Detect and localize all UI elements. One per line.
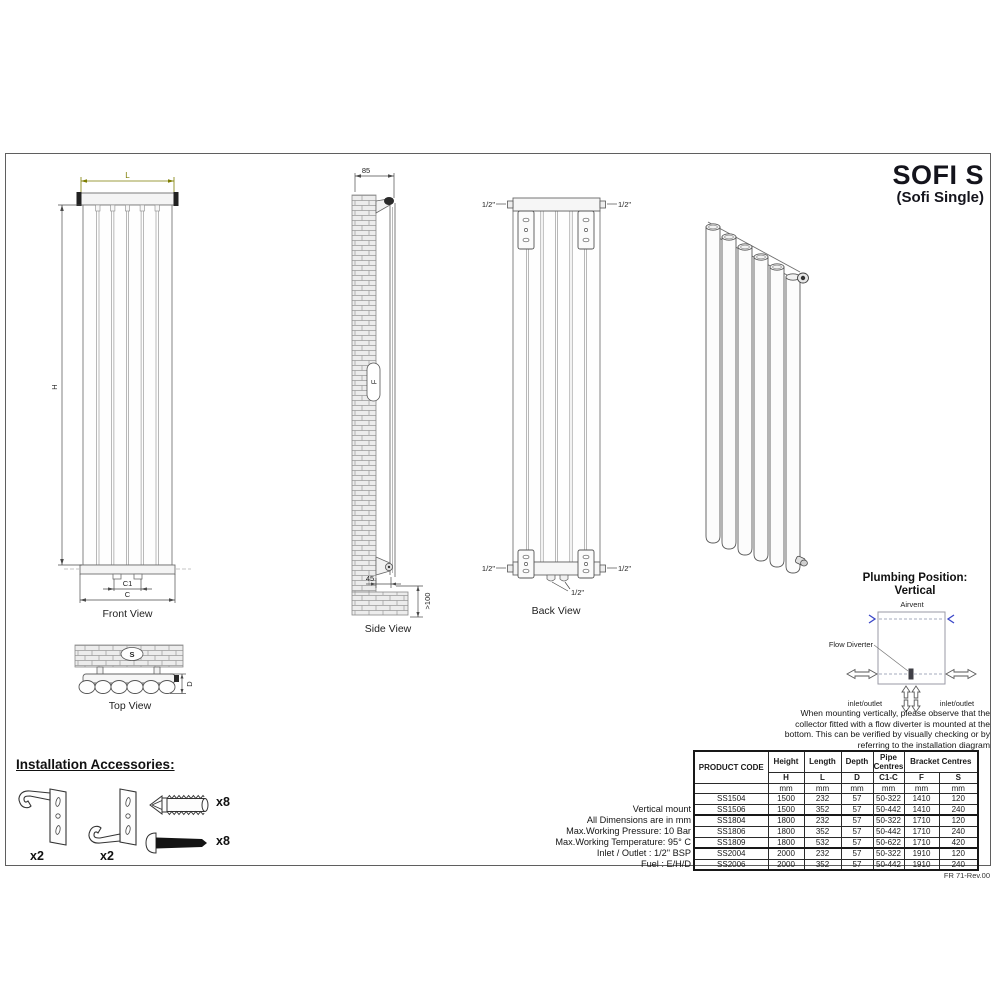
cell: 50-442: [873, 826, 904, 837]
svg-text:1/2": 1/2": [481, 200, 495, 209]
spec-line: Max.Working Pressure: 10 Bar: [566, 826, 691, 837]
cell: 50-322: [873, 815, 904, 826]
cell: 232: [804, 793, 841, 804]
wall-plug-icon: [148, 789, 212, 821]
col-depth: Depth: [841, 751, 873, 772]
cell: 1800: [768, 837, 804, 848]
cell: 240: [939, 859, 978, 870]
table-row: [694, 859, 978, 870]
cell: 50-442: [873, 859, 904, 870]
cell: 1910: [904, 859, 939, 870]
svg-text:H: H: [50, 384, 59, 390]
top-view-drawing: [60, 640, 245, 720]
front-view-dim-L: [81, 171, 174, 192]
unit: mm: [904, 783, 939, 793]
unit: mm: [841, 783, 873, 793]
svg-text:>100: >100: [423, 592, 432, 610]
svg-text:L: L: [125, 171, 130, 180]
cell: 420: [939, 837, 978, 848]
table-row: [694, 793, 978, 804]
cell: 1710: [904, 815, 939, 826]
flow-diverter-group: [829, 640, 944, 680]
svg-text:C: C: [124, 590, 131, 599]
side-view-label: Side View: [364, 623, 412, 635]
airvent-label: Airvent: [900, 600, 924, 609]
svg-text:C1: C1: [122, 579, 133, 588]
unit: mm: [939, 783, 978, 793]
cell: SS1504: [694, 793, 768, 804]
sub-h: H: [768, 772, 804, 783]
cell: 50-322: [873, 848, 904, 859]
cell: 2000: [768, 848, 804, 859]
cell: 57: [841, 837, 873, 848]
bracket-icon-1: [14, 785, 72, 849]
svg-text:1/2": 1/2": [618, 564, 632, 573]
cell: 352: [804, 804, 841, 815]
unit: mm: [873, 783, 904, 793]
cell: SS1806: [694, 826, 768, 837]
top-view-dim-S: [121, 648, 143, 661]
cell: 50-322: [873, 793, 904, 804]
title-block: [892, 162, 984, 205]
cell: 120: [939, 793, 978, 804]
cell: 57: [841, 815, 873, 826]
cell: 120: [939, 848, 978, 859]
up-arrow-1: [902, 686, 910, 698]
cell: 1500: [768, 804, 804, 815]
unit: mm: [768, 783, 804, 793]
table-row: [694, 848, 978, 859]
spec-notes: [461, 804, 691, 870]
cell: 1710: [904, 837, 939, 848]
cell: 352: [804, 859, 841, 870]
top-view-label: Top View: [108, 700, 152, 712]
cell: 120: [939, 815, 978, 826]
top-view-radiator: [79, 667, 179, 694]
airvent-arrow-left: [869, 615, 875, 623]
sub-f: F: [904, 772, 939, 783]
inlet-outlet-left-label: inlet/outlet: [847, 699, 883, 708]
svg-text:85: 85: [361, 166, 371, 175]
page-title: SOFI S: [892, 160, 984, 190]
bracket1-qty: x2: [30, 849, 44, 863]
col-pipe-centres: Pipe Centres: [873, 752, 904, 771]
unit: mm: [804, 783, 841, 793]
table-units-row: [694, 783, 978, 793]
left-flow-arrow: [847, 670, 877, 679]
perspective-collector-end: [798, 273, 809, 283]
spec-line: All Dimensions are in mm: [586, 815, 691, 826]
cell: 57: [841, 804, 873, 815]
cell: 1410: [904, 804, 939, 815]
up-arrow-2: [912, 686, 920, 698]
cell: 1800: [768, 826, 804, 837]
svg-text:F: F: [369, 379, 379, 385]
cell: SS2004: [694, 848, 768, 859]
cell: 240: [939, 826, 978, 837]
cell: SS2006: [694, 859, 768, 870]
cell: 50-622: [873, 837, 904, 848]
plumbing-note: When mounting vertically, please observe that the collector fitted with a flow diverter is mounted at the bottom. This can be verified by visually checking or by referring to the installation diagram: [784, 708, 990, 750]
side-view-wall: [352, 195, 408, 615]
inlet-outlet-right-label: inlet/outlet: [939, 699, 975, 708]
side-view-dim-85: [355, 166, 394, 198]
front-view-radiator: [64, 192, 191, 579]
cell: 2000: [768, 859, 804, 870]
cell: 240: [939, 804, 978, 815]
bracket2-qty: x2: [100, 849, 114, 863]
plumbing-title-line1: Plumbing Position:: [862, 572, 968, 584]
sub-d: D: [841, 772, 873, 783]
airvent-arrow-right: [948, 615, 954, 623]
cell: 1500: [768, 793, 804, 804]
table-row: [694, 815, 978, 826]
svg-text:1/2": 1/2": [571, 588, 585, 597]
side-view-drawing: [330, 165, 470, 645]
spec-line: Fuel : E/H/D: [640, 859, 691, 870]
unit-empty: [694, 783, 768, 793]
spec-line: Vertical mount: [632, 804, 691, 814]
cell: 532: [804, 837, 841, 848]
col-bracket-centres: Bracket Centres: [904, 751, 978, 772]
airvent-dashed-line: [869, 615, 954, 623]
back-view-radiator: [508, 198, 606, 581]
cell: SS1506: [694, 804, 768, 815]
screw-icon: [144, 831, 212, 855]
cell: 57: [841, 826, 873, 837]
table-row: [694, 826, 978, 837]
col-height: Height: [768, 751, 804, 772]
spec-line: Inlet / Outlet : 1/2" BSP: [596, 848, 691, 859]
svg-text:S: S: [129, 649, 135, 659]
cell: SS1804: [694, 815, 768, 826]
back-view-label: Back View: [531, 605, 581, 617]
svg-text:1/2": 1/2": [481, 564, 495, 573]
table-header-row: [694, 751, 978, 772]
plumbing-diagram: [828, 598, 995, 716]
document-reference: FR 71-Rev.00: [943, 871, 990, 880]
sub-s: S: [939, 772, 978, 783]
cell: 1710: [904, 826, 939, 837]
accessories-title: Installation Accessories:: [16, 757, 175, 772]
cell: 1410: [904, 793, 939, 804]
screw-qty: x8: [216, 834, 230, 848]
flow-diverter-marker: [909, 669, 914, 680]
product-spec-table: [693, 750, 979, 871]
front-view-drawing: [40, 165, 225, 630]
cell: 57: [841, 793, 873, 804]
flow-diverter-label: Flow Diverter: [828, 640, 873, 649]
col-length: Length: [804, 751, 841, 772]
cell: 1910: [904, 848, 939, 859]
plumbing-title: [835, 572, 995, 598]
svg-text:D: D: [185, 681, 194, 687]
right-flow-arrow: [946, 670, 976, 679]
bracket-icon-2: [84, 785, 142, 849]
cell: 232: [804, 815, 841, 826]
page-subtitle: (Sofi Single): [896, 188, 984, 206]
sub-l: L: [804, 772, 841, 783]
front-view-dim-H: [50, 205, 82, 565]
cell: 57: [841, 848, 873, 859]
sub-c1c: C1-C: [873, 772, 904, 783]
spec-line: Max.Working Temperature: 95° C: [555, 837, 691, 848]
cell: 1800: [768, 815, 804, 826]
side-view-dim-F: [367, 363, 380, 401]
cell: SS1809: [694, 837, 768, 848]
perspective-view-drawing: [700, 205, 835, 585]
table-row: [694, 804, 978, 815]
cell: 232: [804, 848, 841, 859]
cell: 50-442: [873, 804, 904, 815]
cell: 57: [841, 859, 873, 870]
svg-text:45: 45: [365, 574, 375, 583]
cell: 352: [804, 826, 841, 837]
table-row: [694, 837, 978, 848]
wallplug-qty: x8: [216, 795, 230, 809]
col-product-code: PRODUCT CODE: [694, 751, 768, 783]
back-view-drawing: [470, 170, 635, 630]
plumbing-title-line2: Vertical: [894, 585, 936, 598]
installation-accessories: [8, 757, 258, 869]
perspective-tubes: [706, 224, 800, 573]
front-view-label: Front View: [102, 608, 153, 620]
svg-text:1/2": 1/2": [618, 200, 632, 209]
